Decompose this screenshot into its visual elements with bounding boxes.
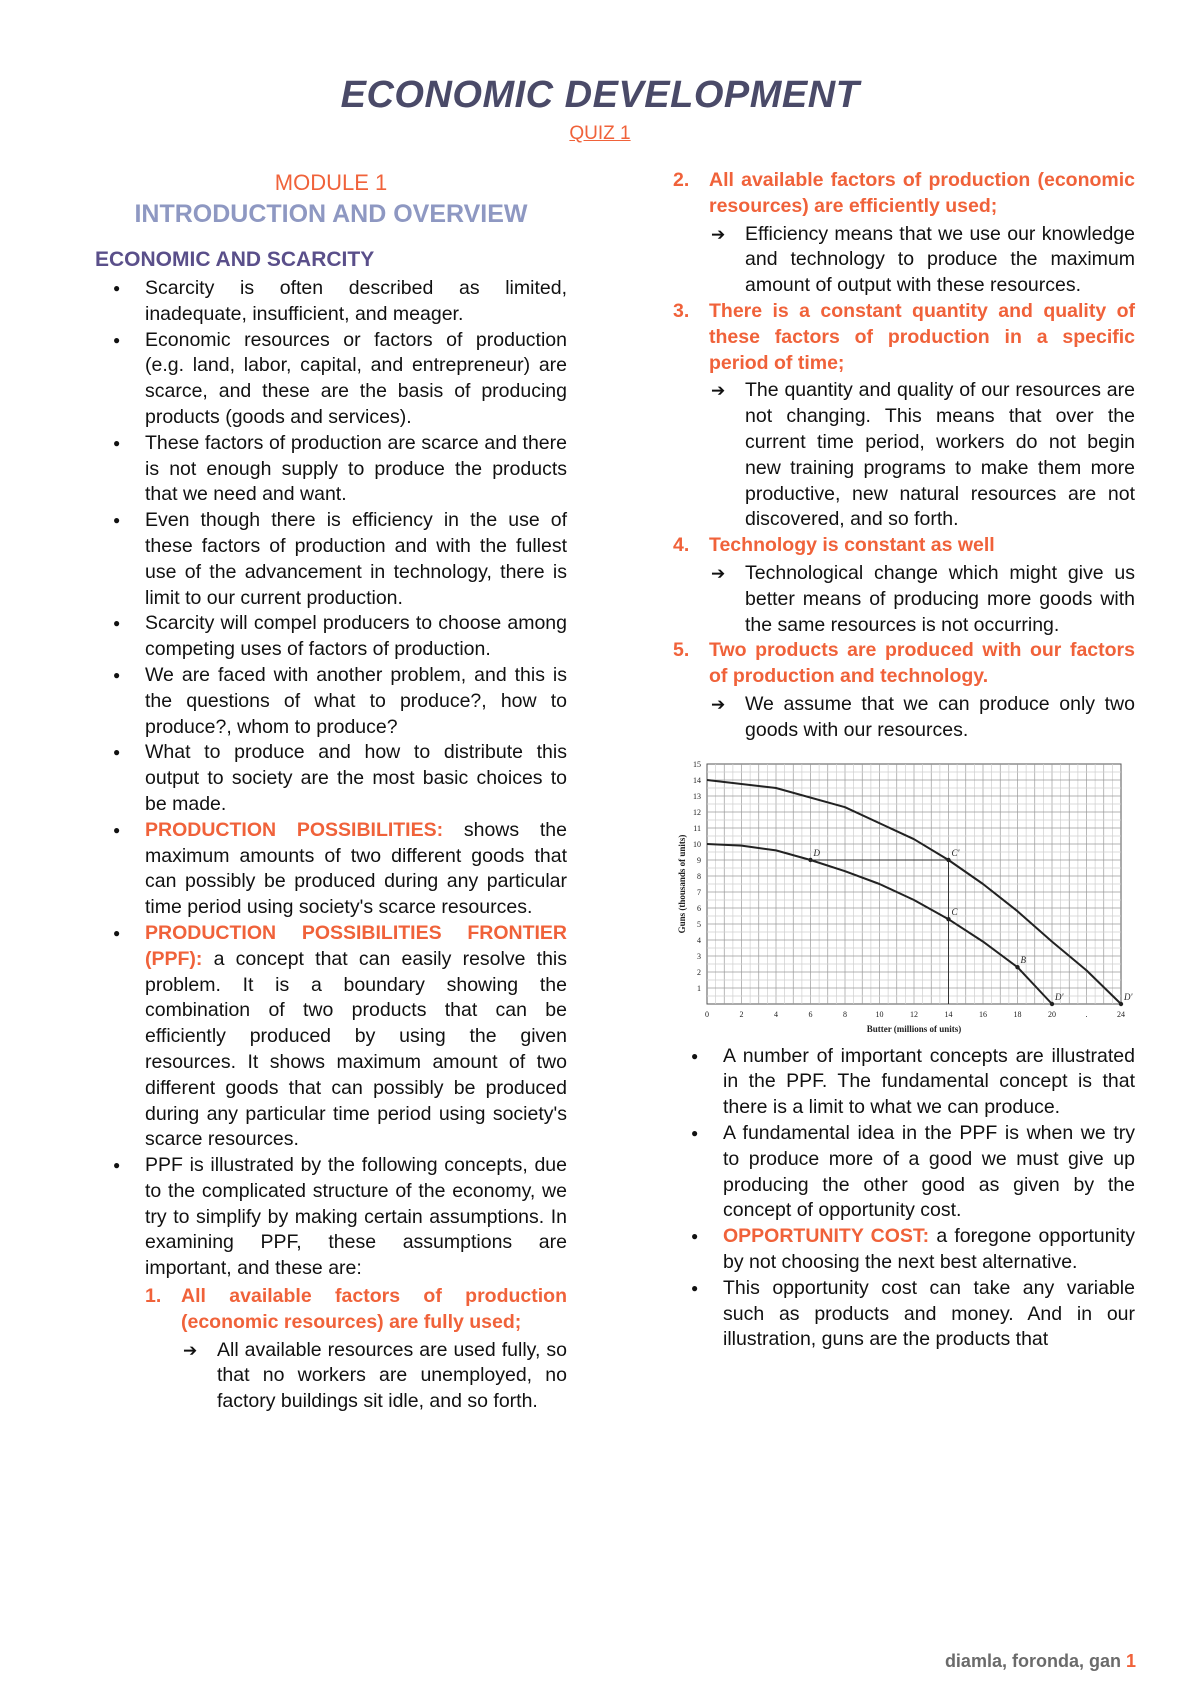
x-tick-label: 10 <box>875 1009 884 1019</box>
x-tick-label: 14 <box>944 1009 953 1019</box>
section-heading: ECONOMIC AND SCARCITY <box>95 248 375 271</box>
list-item: ● What to produce and how to distribute this output to society are the most basic choices to be made. <box>95 740 567 817</box>
assumption-number: 2. <box>673 169 690 191</box>
list-item: ● Economic resources or factors of production (e.g. land, labor, capital, and entrepreneur) are scarce, and these are the basis of producing products (goods and services). <box>95 328 567 431</box>
x-tick-label: 12 <box>910 1009 918 1019</box>
assumption-number: 4. <box>673 534 690 557</box>
ppf-point <box>1015 965 1019 969</box>
y-tick-label: 5 <box>697 919 701 929</box>
list-item-ppf-concepts <box>95 1153 567 1415</box>
module-label: MODULE 1 <box>274 170 388 195</box>
scarcity-list <box>95 276 567 1415</box>
x-tick-label: 24 <box>1117 1009 1125 1019</box>
list-item-opportunity-cost <box>673 1224 1135 1276</box>
assumption-heading: All available factors of production (economic resources) are fully used; <box>181 1285 567 1333</box>
y-axis-label: Guns (thousands of units) <box>677 834 687 933</box>
list-item: ● Even though there is efficiency in the use of these factors of production and with the fullest use of the advancement in technology, there is limit to our current production. <box>95 508 567 611</box>
quiz-label: QUIZ 1 <box>569 123 631 144</box>
ppf-point <box>946 917 950 921</box>
x-tick-label: 6 <box>808 1009 813 1019</box>
assumption-explanation: ➔ All available resources are used fully, so that no workers are unemployed, no factory buildings sit idle, and so forth. <box>181 1338 567 1415</box>
y-tick-label: 4 <box>697 935 701 945</box>
page-number: 1 <box>1125 1651 1136 1671</box>
ppf-concepts-text: PPF is illustrated by the following concepts, due to the complicated structure of the economy, we try to simplify by making certain assumptions. In examining PPF, these assumptions are important, and these are: <box>145 1154 567 1280</box>
list-item-production-possibilities <box>95 818 567 921</box>
document-title: ECONOMIC DEVELOPMENT <box>340 74 860 116</box>
definition-text: a concept that can easily resolve this problem. It is a boundary showing the combination of two products that can be efficiently produced by using the given resources. It shows maximum amount of two different goods that can possibly be produced during any particular time period using society's scarce resources. <box>145 947 567 1151</box>
term-production-possibilities: PRODUCTION POSSIBILITIES: <box>145 818 444 841</box>
y-tick-label: 1 <box>697 983 701 993</box>
x-tick-label: 20 <box>1048 1009 1056 1019</box>
term-ppf: PRODUCTION POSSIBILITIES FRONTIER (PPF): <box>145 921 567 970</box>
ppf-point <box>1050 1001 1054 1005</box>
x-tick-label: 18 <box>1013 1009 1022 1019</box>
module-title: INTRODUCTION AND OVERVIEW <box>134 200 528 228</box>
assumption-item <box>673 533 1135 638</box>
list-item: ● This opportunity cost can take any variable such as products and money. And in our illustration, guns are the products that <box>673 1276 1135 1353</box>
assumption-item <box>673 638 1135 743</box>
assumption-explanation: ➔ Technological change which might give us better means of producing more goods with the same resources is not occurring. <box>709 561 1135 638</box>
point-label: D <box>813 847 820 858</box>
list-item-ppf <box>95 921 567 1153</box>
ppf-point <box>946 857 950 861</box>
page-footer <box>836 1651 1136 1672</box>
list-item: ● Scarcity is often described as limited, inadequate, insufficient, and meager. <box>95 276 567 328</box>
x-tick-label: 16 <box>979 1009 987 1019</box>
y-tick-label: 7 <box>697 887 701 897</box>
x-tick-label: 4 <box>774 1009 778 1019</box>
assumption-heading: There is a constant quantity and quality of these factors of production in a specific period of time; <box>709 299 1135 374</box>
assumption-item <box>673 168 1135 299</box>
assumption-list <box>145 1284 567 1415</box>
point-label: D' <box>1124 991 1133 1002</box>
assumption-explanation: ➔ Efficiency means that we use our knowledge and technology to produce the maximum amount of output with these resources. <box>709 222 1135 299</box>
assumption-number: 3. <box>673 299 690 322</box>
term-opportunity-cost: OPPORTUNITY COST: <box>723 1225 930 1248</box>
ppf-chart-svg <box>669 750 1135 1040</box>
point-label: C' <box>951 847 960 858</box>
point-label: D' <box>1055 991 1064 1002</box>
y-tick-label: 14 <box>693 775 701 785</box>
y-tick-label: 11 <box>693 823 701 833</box>
assumption-heading: Two products are produced with our factors of production and technology. <box>709 639 1135 688</box>
list-item: ● We are faced with another problem, and this is the questions of what to produce?, how to produce?, whom to produce? <box>95 663 567 740</box>
y-tick-label: 10 <box>693 839 701 849</box>
left-column <box>95 168 567 1415</box>
right-column <box>673 168 1135 1353</box>
point-label: B <box>1020 954 1026 965</box>
authors: diamla, foronda, gan <box>944 1651 1121 1671</box>
list-item: ● These factors of production are scarce and there is not enough supply to produce the products that we need and want. <box>95 431 567 508</box>
point-label: C <box>951 906 958 917</box>
x-tick-label: 8 <box>843 1009 847 1019</box>
x-tick-label: . <box>1085 1009 1088 1019</box>
y-tick-label: 12 <box>693 807 701 817</box>
ppf-point <box>1119 1001 1123 1005</box>
list-item: ● A number of important concepts are illustrated in the PPF. The fundamental concept is that there is a limit to what we can produce. <box>673 1044 1135 1121</box>
x-axis-label: Butter (millions of units) <box>866 1023 962 1034</box>
assumption-item <box>145 1284 567 1415</box>
assumption-list-continued <box>673 168 1135 744</box>
assumption-item <box>673 299 1135 533</box>
y-tick-label: 9 <box>697 855 701 865</box>
y-tick-label: 8 <box>697 871 701 881</box>
y-tick-label: 15 <box>693 759 701 769</box>
ppf-notes-list <box>673 1044 1135 1354</box>
assumption-explanation: ➔ The quantity and quality of our resources are not changing. This means that over the current time period, workers do not begin new training programs to make them more productive, new natural resources are not discovered, and so forth. <box>709 378 1135 533</box>
assumption-explanation: ➔ We assume that we can produce only two goods with our resources. <box>709 692 1135 744</box>
assumption-heading: All available factors of production (economic resources) are efficiently used; <box>709 169 1135 217</box>
x-tick-label: 2 <box>739 1009 744 1019</box>
definition-text: shows the maximum amounts of two different goods that can possibly be produced during any particular time period using society's scarce resources. <box>145 818 567 919</box>
ppf-chart <box>669 750 1135 1040</box>
definition-text: a foregone opportunity by not choosing the next best alternative. <box>723 1225 1135 1273</box>
x-tick-label: 0 <box>705 1009 709 1019</box>
assumption-heading: Technology is constant as well <box>709 534 995 557</box>
list-item: ● Scarcity will compel producers to choose among competing uses of factors of production. <box>95 611 567 663</box>
assumption-number: 1. <box>145 1285 162 1308</box>
y-tick-label: 6 <box>697 903 701 913</box>
y-tick-label: 3 <box>697 951 701 961</box>
list-item: ● A fundamental idea in the PPF is when we try to produce more of a good we must give up producing the other good as given by the concept of opportunity cost. <box>673 1121 1135 1224</box>
ppf-point <box>808 857 812 861</box>
y-tick-label: 13 <box>693 791 701 801</box>
assumption-number: 5. <box>673 639 690 662</box>
y-tick-label: 2 <box>697 967 701 977</box>
